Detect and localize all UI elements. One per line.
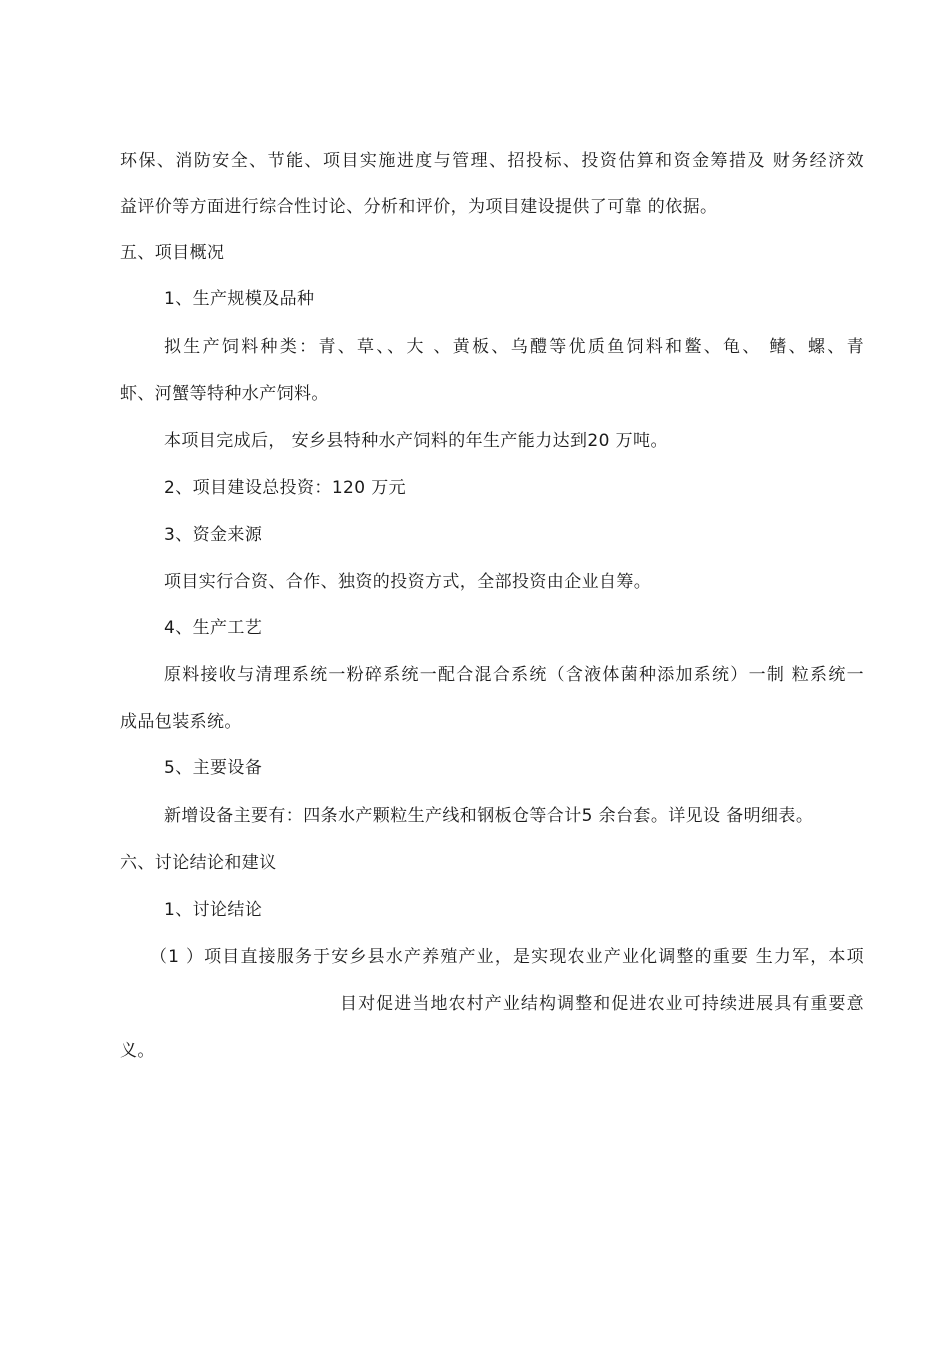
paragraph-line-2: 益评价等方面进行综合性讨论、分析和评价，为项目建设提供了可靠 的依据。: [120, 197, 718, 217]
paragraph-line-12: 原料接收与清理系统一粉碎系统一配合混合系统（含液体菌种添加系统）一制 粒系统一: [164, 665, 864, 685]
subheading-process: 4、生产工艺: [164, 618, 263, 638]
subheading-funding: 3、资金来源: [164, 525, 263, 545]
paragraph-line-6: 虾、河蟹等特种水产饲料。: [120, 384, 329, 404]
section-heading-6: 六、讨论结论和建议: [120, 853, 277, 873]
paragraph-line-7: 本项目完成后， 安乡县特种水产饲料的年生产能力达到20 万吨。: [164, 431, 668, 451]
section-heading-5: 五、项目概况: [120, 243, 225, 263]
paragraph-line-18: （1 ）项目直接服务于安乡县水产养殖产业，是实现农业产业化调整的重要 生力军，本项: [150, 947, 864, 967]
paragraph-line-20: 义。: [120, 1041, 155, 1061]
paragraph-line-15: 新增设备主要有：四条水产颗粒生产线和钢板仓等合计5 余台套。详见设 备明细表。: [164, 806, 814, 826]
paragraph-line-13: 成品包装系统。: [120, 712, 242, 732]
subheading-investment: 2、项目建设总投资：120 万元: [164, 478, 407, 498]
paragraph-line-1: 环保、消防安全、节能、项目实施进度与管理、招投标、投资估算和资金筹措及 财务经济效: [120, 151, 864, 171]
paragraph-line-19: 目对促进当地农村产业结构调整和促进农业可持续进展具有重要意: [340, 994, 864, 1014]
paragraph-line-5: 拟生产饲料种类：青、草、、大 、黄板、乌醴等优质鱼饲料和鳖、龟、 鳍、螺、青: [164, 337, 864, 357]
paragraph-line-10: 项目实行合资、合作、独资的投资方式，全部投资由企业自筹。: [164, 572, 652, 592]
subheading-scale: 1、生产规模及品种: [164, 289, 315, 309]
subheading-equipment: 5、主要设备: [164, 758, 263, 778]
subheading-conclusion: 1、讨论结论: [164, 900, 263, 920]
